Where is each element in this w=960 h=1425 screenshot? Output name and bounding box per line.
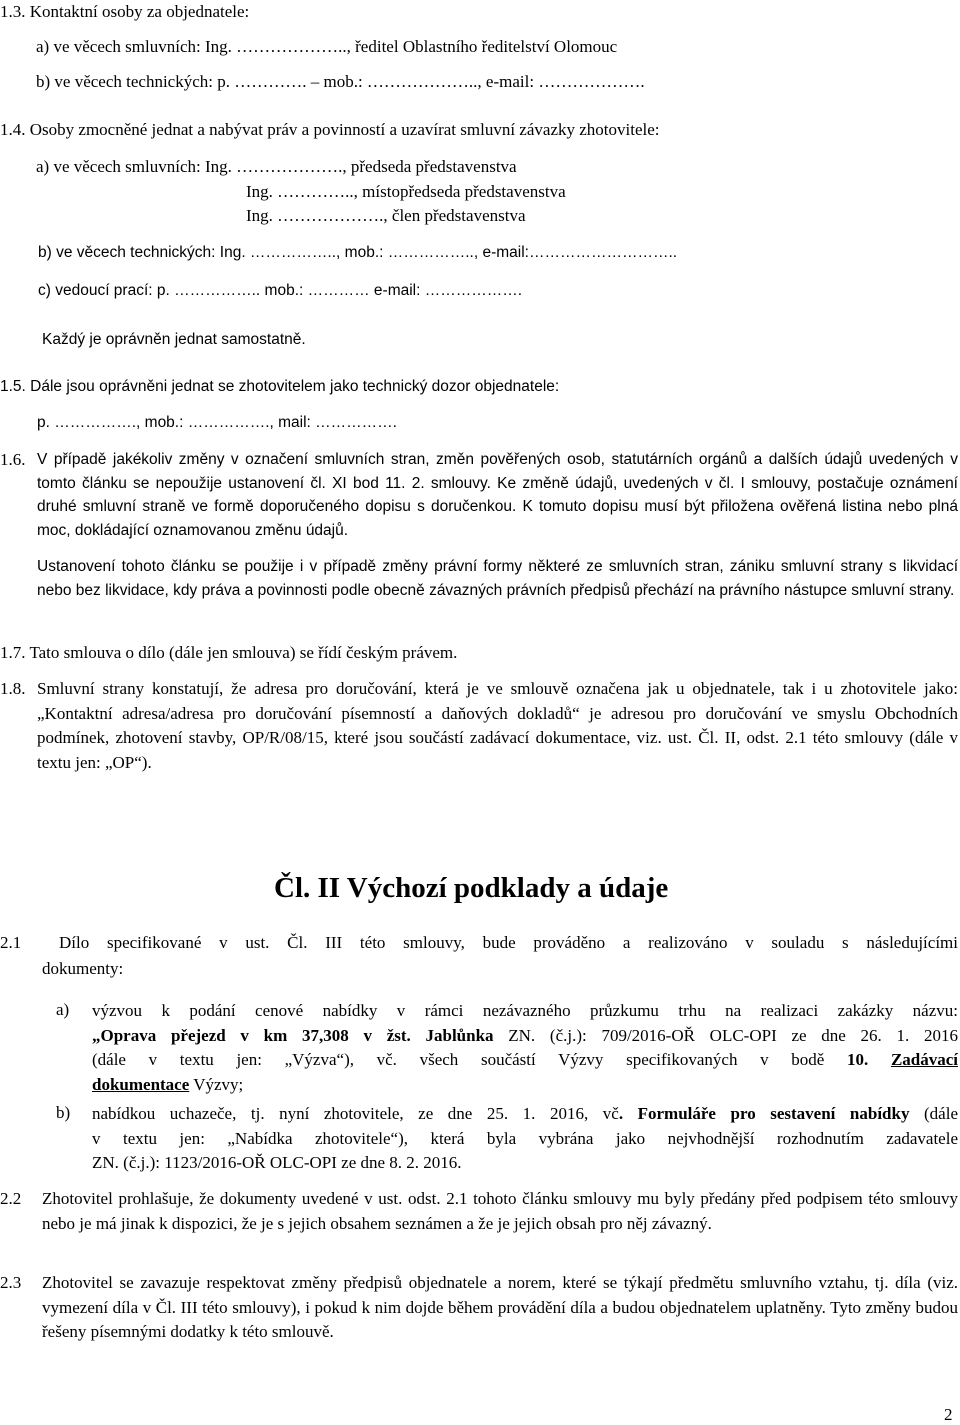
section-2-1-line2: dokumenty: bbox=[42, 959, 124, 978]
section-2-1-number: 2.1 bbox=[0, 933, 22, 952]
section-2-1-item-a-line3-text: (dále v textu jen: „Výzva“), vč. všech součástí Výzvy specifikovaných v bodě bbox=[92, 1050, 848, 1069]
section-2-1-item-b-line2: v textu jen: „Nabídka zhotovitele“), která byla vybrána jako nejvhodnější rozhodnutím zadavatele bbox=[92, 1128, 958, 1148]
section-1-3-item-b: b) ve věcech technických: p. …………. – mob.: ……………….., e-mail: ………………. bbox=[36, 72, 645, 91]
section-1-6-text: V případě jakékoliv změny v označení smluvních stran, změn pověřených osob, statutárních orgánů a dalších údajů uvedených v tomto článku se nepoužije ustanovení čl. XI bod 11. 2. smlouvy. Ke změně údajů, uvedených v čl. I smlouvy, postačuje oznámení druhé smluvní straně ve formě doporučeného dopisu s doručenkou. K tomuto dopisu musí být přiložena ověřená listina nebo plná moc, dokládající oznamovanou změnu údajů. bbox=[37, 451, 958, 539]
section-1-6-number: 1.6. bbox=[0, 450, 26, 469]
section-2-1-item-a-zadavaci: Zadávací bbox=[890, 1050, 958, 1069]
section-1-4-item-a-line2: Ing. ………….., místopředseda představenstva bbox=[246, 182, 566, 201]
section-2-1-item-b-line1 bbox=[92, 1102, 958, 1127]
section-1-5-line: p. ……………., mob.: ……………., mail: ……………. bbox=[37, 414, 397, 431]
section-2-1-item-b bbox=[92, 1102, 958, 1176]
section-2-1-line1-text: Dílo specifikované v ust. Čl. III této smlouvy, bude prováděno a realizováno v souladu s následujícími bbox=[59, 933, 958, 952]
section-2-1-item-b-label: b) bbox=[56, 1103, 71, 1122]
section-2-1-item-b-line1-end: (dále bbox=[909, 1104, 958, 1123]
section-1-8-text: Smluvní strany konstatují, že adresa pro doručování, která je ve smlouvě označena jak u objednatele, tak i u zhotovitele jako: „Kontaktní adresa/adresa pro doručování písemností a daňových dokladů“ je adresou pro doručování ve smyslu Obchodních podmínek, zhotovení stavby, OP/R/08/15, které jsou součástí zadávací dokumentace, viz. ust. Čl. II, odst. 2.1 této smlouvy (dále v textu jen: „OP“). bbox=[37, 679, 958, 772]
article-title: Čl. II Výchozí podklady a údaje bbox=[274, 872, 669, 904]
section-1-8-number: 1.8. bbox=[0, 679, 26, 698]
section-1-4-note: Každý je oprávněn jednat samostatně. bbox=[42, 331, 306, 348]
section-2-3-text: Zhotovitel se zavazuje respektovat změny předpisů objednatele a norem, které se týkají předmětu smluvního vztahu, tj. díla (viz. vymezení díla v Čl. III této smlouvy), i pokud k nim dojde během provádění díla a budou objednatelem uplatněny. Tyto změny budou řešeny písemnými dodatky k této smlouvě. bbox=[42, 1273, 958, 1341]
section-2-1-item-a-line4-text: Výzvy; bbox=[189, 1074, 244, 1094]
section-1-4-item-a-line1: a) ve věcech smluvních: Ing. ………………., předseda představenstva bbox=[36, 157, 517, 176]
section-1-4-heading: 1.4. Osoby zmocněné jednat a nabývat práv a povinností a uzavírat smluvní závazky zhotovitele: bbox=[0, 120, 660, 139]
section-1-3-heading: 1.3. Kontaktní osoby za objednatele: bbox=[0, 2, 250, 21]
section-1-6-text2: Ustanovení tohoto článku se použije i v případě změny právní formy některé ze smluvních stran, zániku smluvní strany s likvidací nebo bez likvidace, kdy práva a povinnosti podle obecně závazných právních předpisů přechází na právního nástupce smluvní strany. bbox=[37, 558, 958, 599]
section-1-3-item-a: a) ve věcech smluvních: Ing. ……………….., ředitel Oblastního ředitelství Olomouc bbox=[36, 37, 618, 56]
section-1-5-heading: 1.5. Dále jsou oprávněni jednat se zhotovitelem jako technický dozor objednatele: bbox=[0, 378, 560, 395]
section-2-1-item-b-line1-text: nabídkou uchazeče, tj. nyní zhotovitele, ze dne 25. 1. 2016, vč bbox=[92, 1104, 619, 1123]
section-2-2-number: 2.2 bbox=[0, 1189, 22, 1208]
section-2-3-number: 2.3 bbox=[0, 1273, 22, 1292]
section-2-1-item-b-form: . Formuláře pro sestavení nabídky bbox=[618, 1104, 910, 1123]
section-1-4-item-c: c) vedoucí prací: p. …………….. mob.: ………… e-mail: ………………. bbox=[38, 282, 523, 299]
section-2-1-item-a-dokumentace: dokumentace bbox=[92, 1074, 190, 1094]
section-2-1-item-a-point: 10. bbox=[847, 1050, 869, 1069]
section-2-1-item-a bbox=[92, 999, 958, 1097]
section-1-4-item-b: b) ve věcech technických: Ing. …………….., mob.: …………….., e-mail:……………………….. bbox=[38, 244, 678, 261]
section-1-7-text: 1.7. Tato smlouva o dílo (dále jen smlouva) se řídí českým právem. bbox=[0, 643, 458, 662]
section-2-1-item-a-line2 bbox=[92, 1024, 958, 1049]
section-2-1-item-b-line3: ZN. (č.j.): 1123/2016-OŘ OLC-OPI ze dne 8. 2. 2016. bbox=[92, 1153, 462, 1172]
section-2-1-item-a-name: „Oprava přejezd v km 37,308 v žst. Jablůnka bbox=[92, 1025, 494, 1045]
section-2-1-item-a-line1: výzvou k podání cenové nabídky v rámci nezávazného průzkumu trhu na realizaci zakázky názvu: bbox=[92, 1001, 958, 1020]
section-2-1-item-a-ref: ZN. (č.j.): 709/2016-OŘ OLC-OPI ze dne 26. 1. 2016 bbox=[493, 1025, 958, 1045]
section-1-4-item-a-line3: Ing. ………………., člen představenstva bbox=[246, 206, 526, 225]
section-2-1-item-a-line3 bbox=[92, 1048, 958, 1073]
section-2-2-text: Zhotovitel prohlašuje, že dokumenty uvedené v ust. odst. 2.1 tohoto článku smlouvy mu byly předány před podpisem této smlouvy nebo je má jinak k dispozici, že je s jejich obsahem seznámen a že je jejich obsah pro něj závazný. bbox=[42, 1189, 958, 1233]
section-2-1-item-a-line4 bbox=[92, 1073, 958, 1098]
section-2-1-line1 bbox=[59, 933, 958, 953]
section-2-1-item-a-label: a) bbox=[56, 1000, 70, 1019]
page-number: 2 bbox=[944, 1405, 953, 1424]
